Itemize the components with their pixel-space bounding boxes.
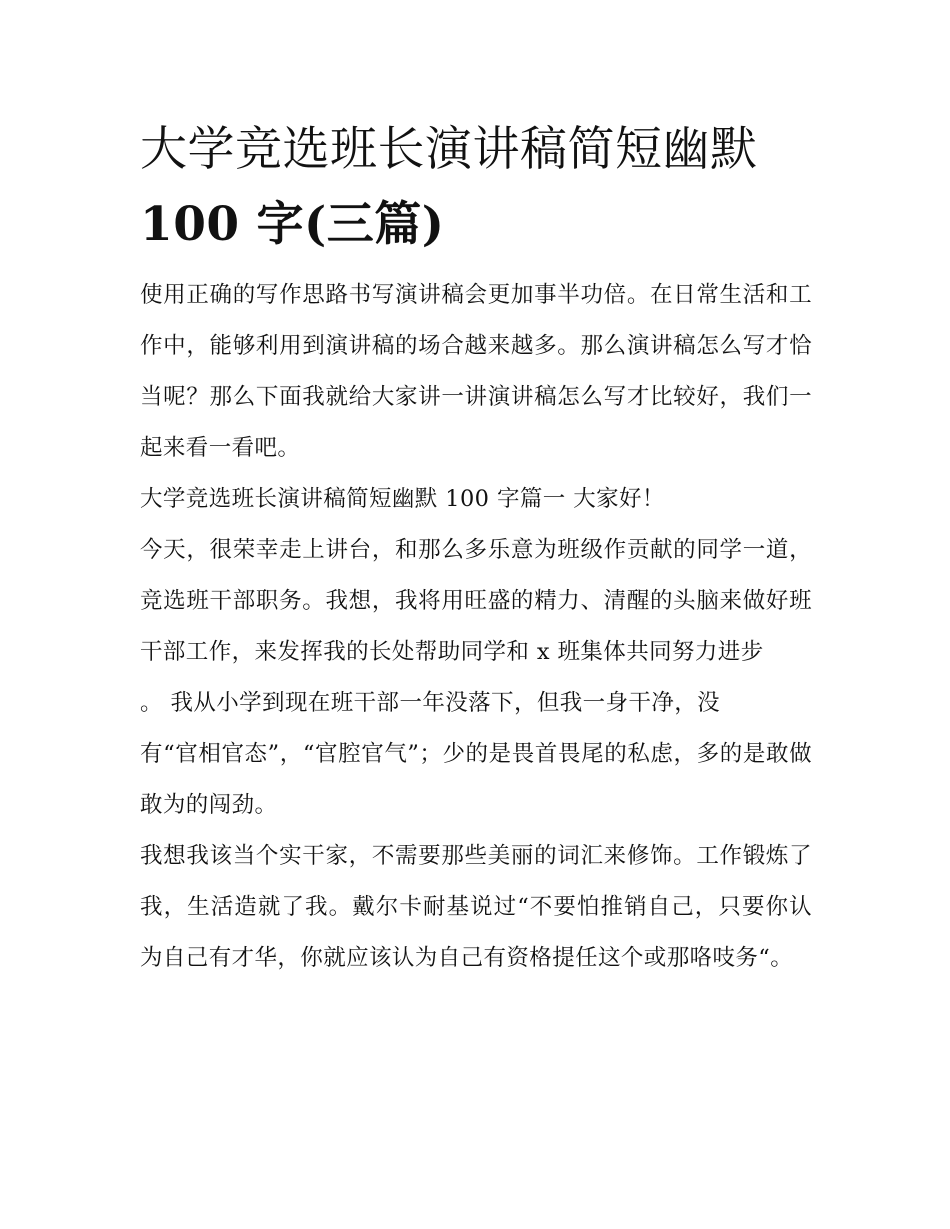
paragraph-body-2: 。 我从小学到现在班干部一年没落下，但我一身干净，没 [140,690,721,716]
title-line-2: 100 字(三篇) [140,197,445,252]
paragraph-intro: 使用正确的写作思路书写演讲稿会更加事半功倍。在日常生活和工作中，能够利用到演讲稿的场合越来越多。那么演讲稿怎么写才恰当呢？那么下面我就给大家讲一讲演讲稿怎么写才比较好，我们一起来看一看吧。 [140,282,812,461]
document-page [140,112,812,984]
title-line-1: 大学竞选班长演讲稿简短幽默 [140,122,758,177]
paragraph-body-1: 今天，很荣幸走上讲台，和那么多乐意为班级作贡献的同学一道，竞选班干部职务。我想，我将用旺盛的精力、清醒的头脑来做好班干部工作，来发挥我的长处帮助同学和 x 班集体共同努力进步 [140,537,812,665]
paragraph-body-3: 有“官相官态”，“官腔官气”；少的是畏首畏尾的私虑，多的是敢做敢为的闯劲。 [140,741,812,818]
paragraph-section-heading: 大学竞选班长演讲稿简短幽默 100 字篇一 大家好！ [140,486,665,512]
document-title [140,112,812,262]
paragraph-body-4: 我想我该当个实干家，不需要那些美丽的词汇来修饰。工作锻炼了我，生活造就了我。戴尔卡耐基说过“不要怕推销自己，只要你认为自己有才华，你就应该认为自己有资格提任这个或那咯吱务“。 [140,843,812,971]
